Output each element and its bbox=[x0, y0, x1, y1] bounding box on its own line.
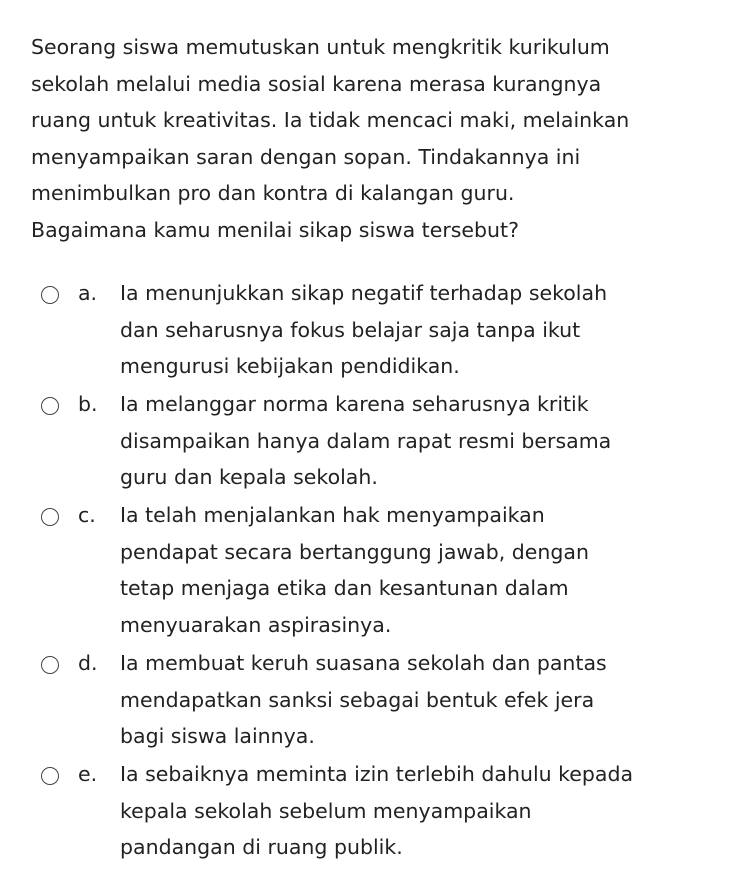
question-line: Seorang siswa memutuskan untuk mengkritik kurikulum bbox=[31, 35, 610, 59]
question-line: menyampaikan saran dengan sopan. Tindakannya ini bbox=[31, 144, 581, 169]
answer-options bbox=[0, 275, 732, 867]
radio-button-b[interactable] bbox=[41, 397, 59, 415]
option-b-line: Ia melanggar norma karena seharusnya kritik bbox=[120, 392, 589, 416]
option-letter-c: c. bbox=[78, 503, 96, 527]
option-b-line: guru dan kepala sekolah. bbox=[120, 465, 378, 489]
radio-button-d[interactable] bbox=[41, 656, 59, 674]
question-line: sekolah melalui media sosial karena merasa kurangnya bbox=[31, 71, 602, 96]
option-d[interactable] bbox=[0, 645, 732, 756]
option-b-line: disampaikan hanya dalam rapat resmi bersama bbox=[120, 428, 612, 453]
option-text-c[interactable] bbox=[120, 497, 720, 643]
option-a-line: Ia menunjukkan sikap negatif terhadap sekolah bbox=[120, 281, 608, 305]
radio-button-e[interactable] bbox=[41, 767, 59, 785]
option-b[interactable] bbox=[0, 386, 732, 497]
option-d-line: mendapatkan sanksi sebagai bentuk efek jera bbox=[120, 687, 595, 712]
option-e-line: pandangan di ruang publik. bbox=[120, 835, 403, 859]
option-d-line: Ia membuat keruh suasana sekolah dan pantas bbox=[120, 651, 607, 675]
option-d-line: bagi siswa lainnya. bbox=[120, 724, 315, 748]
question-text bbox=[31, 29, 721, 248]
option-e-line: Ia sebaiknya meminta izin terlebih dahulu kepada bbox=[120, 762, 634, 786]
option-c-line: Ia telah menjalankan hak menyampaikan bbox=[120, 503, 545, 527]
option-e-line: kepala sekolah sebelum menyampaikan bbox=[120, 798, 532, 823]
option-letter-a: a. bbox=[78, 281, 98, 305]
option-c-line: menyuarakan aspirasinya. bbox=[120, 612, 392, 637]
radio-button-c[interactable] bbox=[41, 508, 59, 526]
option-a[interactable] bbox=[0, 275, 732, 386]
option-a-line: mengurusi kebijakan pendidikan. bbox=[120, 354, 460, 378]
option-text-a[interactable] bbox=[120, 275, 720, 385]
option-text-b[interactable] bbox=[120, 386, 720, 496]
option-c-line: pendapat secara bertanggung jawab, dengan bbox=[120, 539, 589, 564]
option-a-line: dan seharusnya fokus belajar saja tanpa ikut bbox=[120, 317, 581, 342]
option-c[interactable] bbox=[0, 497, 732, 645]
option-letter-b: b. bbox=[78, 392, 98, 416]
question-line: Bagaimana kamu menilai sikap siswa tersebut? bbox=[31, 217, 519, 242]
radio-button-a[interactable] bbox=[41, 286, 59, 304]
question-line: ruang untuk kreativitas. Ia tidak mencaci maki, melainkan bbox=[31, 108, 630, 132]
option-e[interactable] bbox=[0, 756, 732, 867]
question-line: menimbulkan pro dan kontra di kalangan guru. bbox=[31, 181, 515, 205]
option-c-line: tetap menjaga etika dan kesantunan dalam bbox=[120, 576, 569, 600]
option-text-d[interactable] bbox=[120, 645, 720, 755]
option-text-e[interactable] bbox=[120, 756, 720, 866]
option-letter-d: d. bbox=[78, 651, 98, 675]
option-letter-e: e. bbox=[78, 762, 98, 786]
